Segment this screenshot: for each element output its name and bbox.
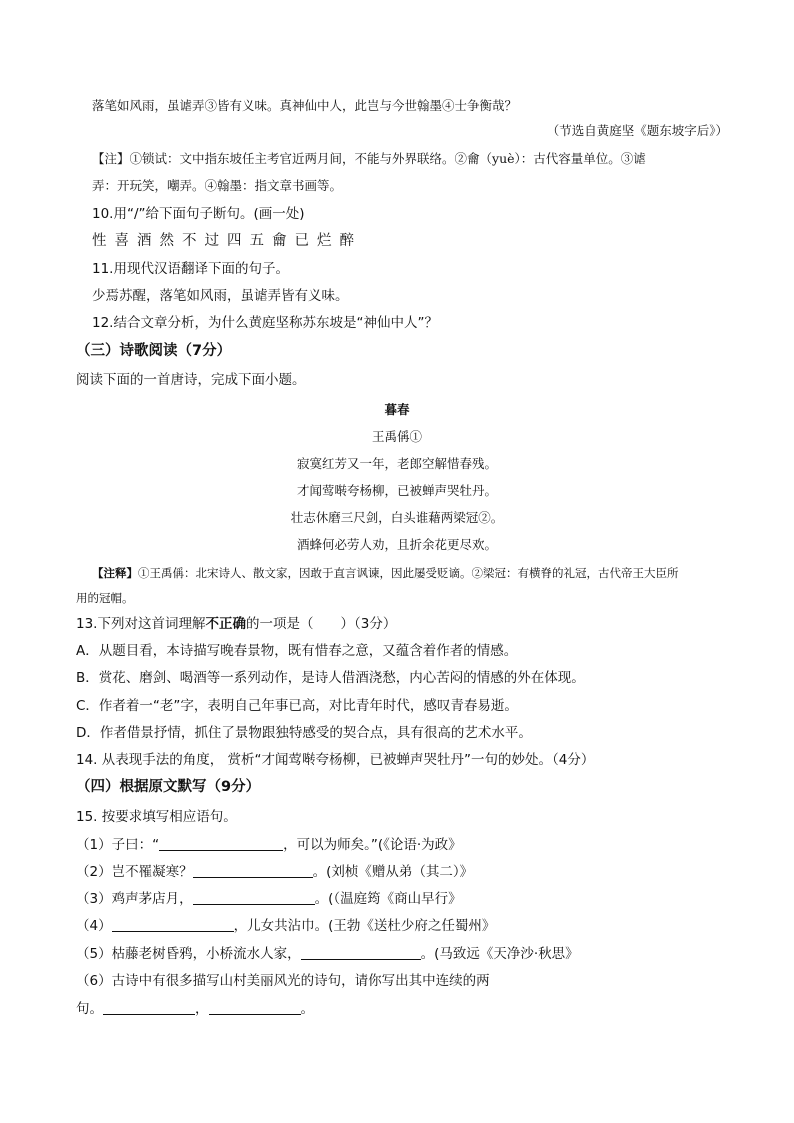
option-d: D．作者借景抒情，抓住了景物跟独特感受的契合点，具有很高的艺术水平。: [76, 725, 532, 741]
recitation-item-2: [76, 862, 473, 882]
item-text: ，: [195, 1001, 209, 1017]
item-text: （4）: [76, 918, 112, 934]
recitation-item-6: （6）古诗中有很多描写山村美丽风光的诗句，请你写出其中连续的两: [76, 973, 490, 989]
question-10-prompt: 10.用“/”给下面句子断句。(画一处): [92, 206, 305, 222]
question-13-prompt: [76, 614, 396, 634]
question-11-prompt: 11.用现代汉语翻译下面的句子。: [92, 261, 289, 277]
section-3-heading: （三）诗歌阅读（7分）: [76, 343, 232, 359]
poem-note-label: 【注释】: [92, 566, 138, 580]
recitation-item-6-answer: [76, 999, 314, 1019]
recitation-item-5: [76, 944, 579, 964]
option-b: B．赏花、磨剑、喝酒等一系列动作，是诗人借酒浇愁，内心苦闷的情感的外在体现。: [76, 670, 585, 686]
question-15-prompt: 15. 按要求填写相应语句。: [76, 809, 237, 825]
section-4-heading: （四）根据原文默写（9分）: [76, 779, 261, 795]
item-text: （2）岂不罹凝寒？: [76, 864, 193, 880]
poem-author: 王禹偁①: [371, 429, 422, 444]
item-text: 。: [300, 1001, 314, 1017]
poem-note-text: ①王禹偁：北宋诗人、散文家，因敢于直言讽谏，因此屡受贬谪。②梁冠：有横脊的礼冠，古代帝王大臣所: [138, 566, 679, 580]
answer-blank[interactable]: [112, 917, 234, 932]
passage-note-line: 弄：开玩笑，嘲弄。④翰墨：指文章书画等。: [92, 178, 343, 193]
item-text: 。(（温庭筠《商山早行》: [314, 891, 462, 907]
item-text: （3）鸡声茅店月，: [76, 891, 193, 907]
section-3-intro: 阅读下面的一首唐诗，完成下面小题。: [76, 372, 306, 388]
item-text: ，可以为师矣。”(《论语·为政》: [283, 837, 462, 853]
poem-note-line: [92, 563, 679, 583]
answer-blank[interactable]: [209, 1000, 301, 1015]
answer-blank[interactable]: [159, 836, 283, 851]
question-13-prompt-text: 13.下列对这首词理解: [76, 616, 206, 632]
item-text: ，儿女共沾巾。(王勃《送杜少府之任蜀州》: [233, 918, 496, 934]
poem-line: 才闻莺啭夸杨柳，已被蝉声哭牡丹。: [296, 483, 497, 498]
item-text: 。(马致远《天净沙·秋思》: [420, 946, 579, 962]
recitation-item-1: [76, 835, 462, 855]
poem-note-line: 用的冠帽。: [76, 591, 134, 605]
option-c: C．作者着一“老”字，表明自己年事已高，对比青年时代，感叹青春易逝。: [76, 698, 518, 714]
question-10-sentence: 性喜酒然不过四五龠已烂醉: [92, 233, 362, 249]
poem-line: 壮志休磨三尺剑，白头谁藉两梁冠②。: [290, 510, 504, 525]
question-11-sentence: 少焉苏醒，落笔如风雨，虽谑弄皆有义味。: [92, 288, 349, 304]
poem-line: 酒蜂何必劳人劝，且折余花更尽欢。: [296, 537, 497, 552]
recitation-item-3: [76, 889, 462, 909]
poem-title: 暮春: [384, 402, 410, 417]
answer-blank[interactable]: [193, 863, 313, 878]
answer-blank[interactable]: [193, 890, 315, 905]
option-a: A．从题目看，本诗描写晚春景物，既有惜春之意，又蕴含着作者的情感。: [76, 643, 518, 659]
item-text: 。(刘桢《赠从弟（其二）》: [312, 864, 474, 880]
question-12-prompt: 12.结合文章分析，为什么黄庭坚称苏东坡是“神仙中人”？: [92, 315, 438, 331]
passage-note-line: 【注】①锁试：文中指东坡任主考官近两月间，不能与外界联络。②龠（yuè）：古代容量单位。③谑: [92, 151, 646, 166]
question-13-emphasis: 不正确: [205, 616, 246, 632]
poem-line: 寂寞红芳又一年，老郎空解惜春残。: [296, 456, 497, 471]
question-14-prompt: 14. 从表现手法的角度， 赏析“才闻莺啭夸杨柳，已被蝉声哭牡丹”一句的妙处。（4分）: [76, 752, 595, 768]
question-13-prompt-text: 的一项是（ ）（3分）: [245, 616, 397, 632]
answer-blank[interactable]: [301, 945, 421, 960]
item-text: 句。: [76, 1001, 103, 1017]
item-text: （5）枯藤老树昏鸦，小桥流水人家，: [76, 946, 301, 962]
item-text: （1）子曰：“: [76, 837, 160, 853]
passage-source: （节选自黄庭坚《题东坡字后》）: [546, 123, 728, 138]
recitation-item-4: [76, 916, 495, 936]
passage-line: 落笔如风雨，虽谑弄③皆有义味。真神仙中人，此岂与今世翰墨④士争衡哉？: [92, 98, 518, 113]
answer-blank[interactable]: [103, 1000, 195, 1015]
